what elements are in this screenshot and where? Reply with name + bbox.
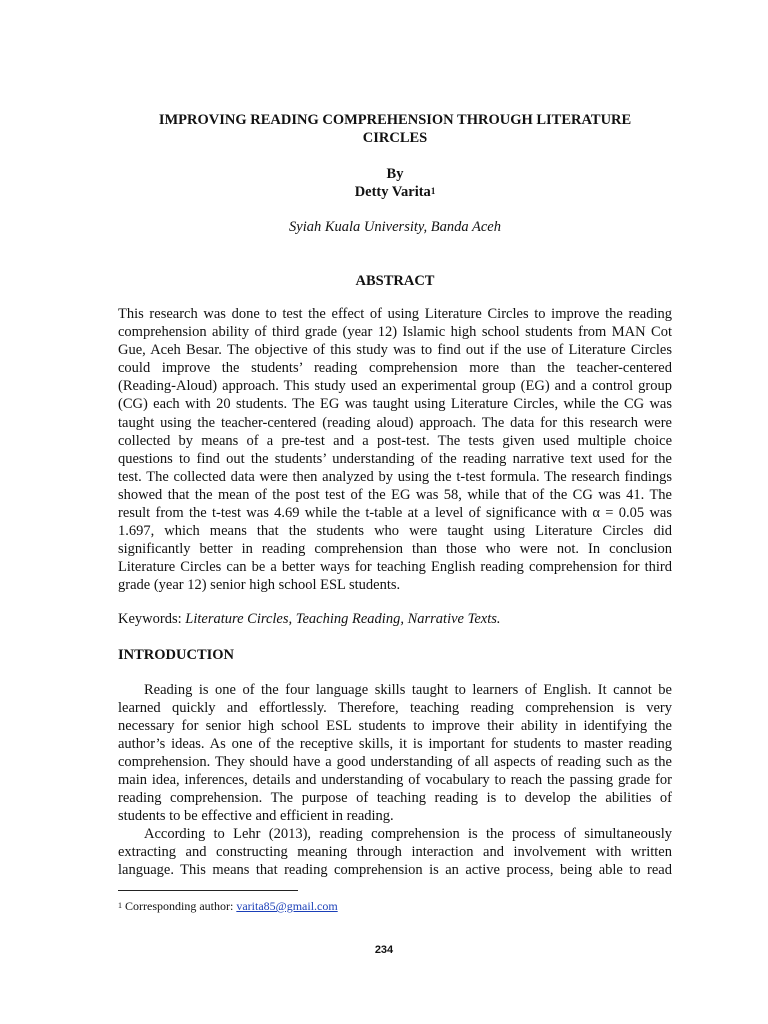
author-name-text: Detty Varita [354, 184, 431, 200]
footnote-divider [118, 890, 298, 891]
intro-line: language. This means that reading comprehension is an active process, being able to read [118, 862, 672, 878]
title-line-2: CIRCLES [362, 130, 428, 146]
author-name [118, 183, 672, 201]
abstract-line: result from the t-test was 4.69 while the t-table at a level of significance with α = 0.05 was [118, 505, 672, 522]
introduction-heading: INTRODUCTION [118, 647, 235, 663]
keywords-label: Keywords: [118, 611, 186, 627]
abstract-line: test. The collected data were then analyzed by using the t-test formula. The research findings [118, 468, 672, 485]
footnote-text: Corresponding author: [122, 899, 237, 913]
footnote [118, 898, 672, 914]
abstract-line: comprehension ability of third grade (year 12) Islamic high school students from MAN Cot [118, 324, 672, 341]
keywords [118, 610, 672, 628]
abstract-line: (CG) each with 20 students. The EG was taught using Literature Circles, while the CG was [118, 396, 672, 413]
abstract-line: could improve the students’ reading comprehension more than the teacher-centered [118, 360, 672, 377]
abstract-line: This research was done to test the effect of using Literature Circles to improve the reading [118, 306, 672, 322]
abstract-line: grade (year 12) senior high school ESL students. [118, 577, 401, 594]
introduction-body [118, 681, 672, 879]
abstract-line: collected by means of a pre-test and a post-test. The tests given used multiple choice [118, 432, 672, 449]
intro-line: main idea, inferences, details and understanding of vocabulary to reach the passing grade for [118, 772, 672, 788]
abstract-line: taught using the teacher-centered (reading aloud) approach. The data for this research were [118, 414, 672, 431]
intro-line: author’s ideas. As one of the receptive skills, it is important for students to master reading [118, 736, 672, 752]
author-email-link[interactable]: varita85@gmail.com [236, 899, 338, 913]
by-label: By [386, 166, 404, 182]
intro-line: extracting and constructing meaning through interaction and involvement with written [118, 844, 672, 860]
intro-line: According to Lehr (2013), reading comprehension is the process of simultaneously [144, 826, 672, 842]
intro-line: learned quickly and effortlessly. Therefore, teaching reading comprehension is very [118, 700, 672, 716]
author-footnote-mark: 1 [430, 186, 436, 196]
abstract-line: (Reading-Aloud) approach. This study used an experimental group (EG) and a control group [118, 378, 672, 395]
abstract-line: significantly better in reading comprehension than those who were not. In conclusion [118, 541, 672, 558]
abstract-line: Literature Circles can be a better ways for teaching English reading comprehension for third [118, 559, 672, 576]
intro-line: necessary for senior high school ESL students to improve their ability in identifying the [118, 718, 672, 734]
title-line-1: IMPROVING READING COMPREHENSION THROUGH LITERATURE [158, 112, 632, 128]
abstract-line: questions to find out the students’ understanding of the reading narrative text used for the [118, 450, 672, 467]
abstract-line: 1.697, which means that the students who were taught using Literature Circles did [118, 523, 672, 540]
abstract-body [118, 305, 672, 595]
page-number: 234 [374, 944, 394, 956]
abstract-line: showed that the mean of the post test of the EG was 58, while that of the CG was 41. The [118, 486, 672, 503]
abstract-heading: ABSTRACT [355, 273, 435, 289]
intro-line: students to be effective and efficient in reading. [118, 808, 394, 824]
keywords-values: Literature Circles, Teaching Reading, Narrative Texts. [185, 611, 501, 627]
affiliation: Syiah Kuala University, Banda Aceh [289, 219, 501, 235]
intro-line: Reading is one of the four language skills taught to learners of English. It cannot be [144, 682, 672, 698]
abstract-line: Gue, Aceh Besar. The objective of this study was to find out if the use of Literature Circles [118, 342, 672, 359]
intro-line: reading comprehension. The purpose of teaching reading is to develop the abilities of [118, 790, 672, 806]
footnote-mark: 1 [118, 901, 122, 910]
paper-title [118, 111, 672, 147]
intro-line: comprehension. They should have a good understanding of all aspects of reading such as the [118, 754, 672, 770]
